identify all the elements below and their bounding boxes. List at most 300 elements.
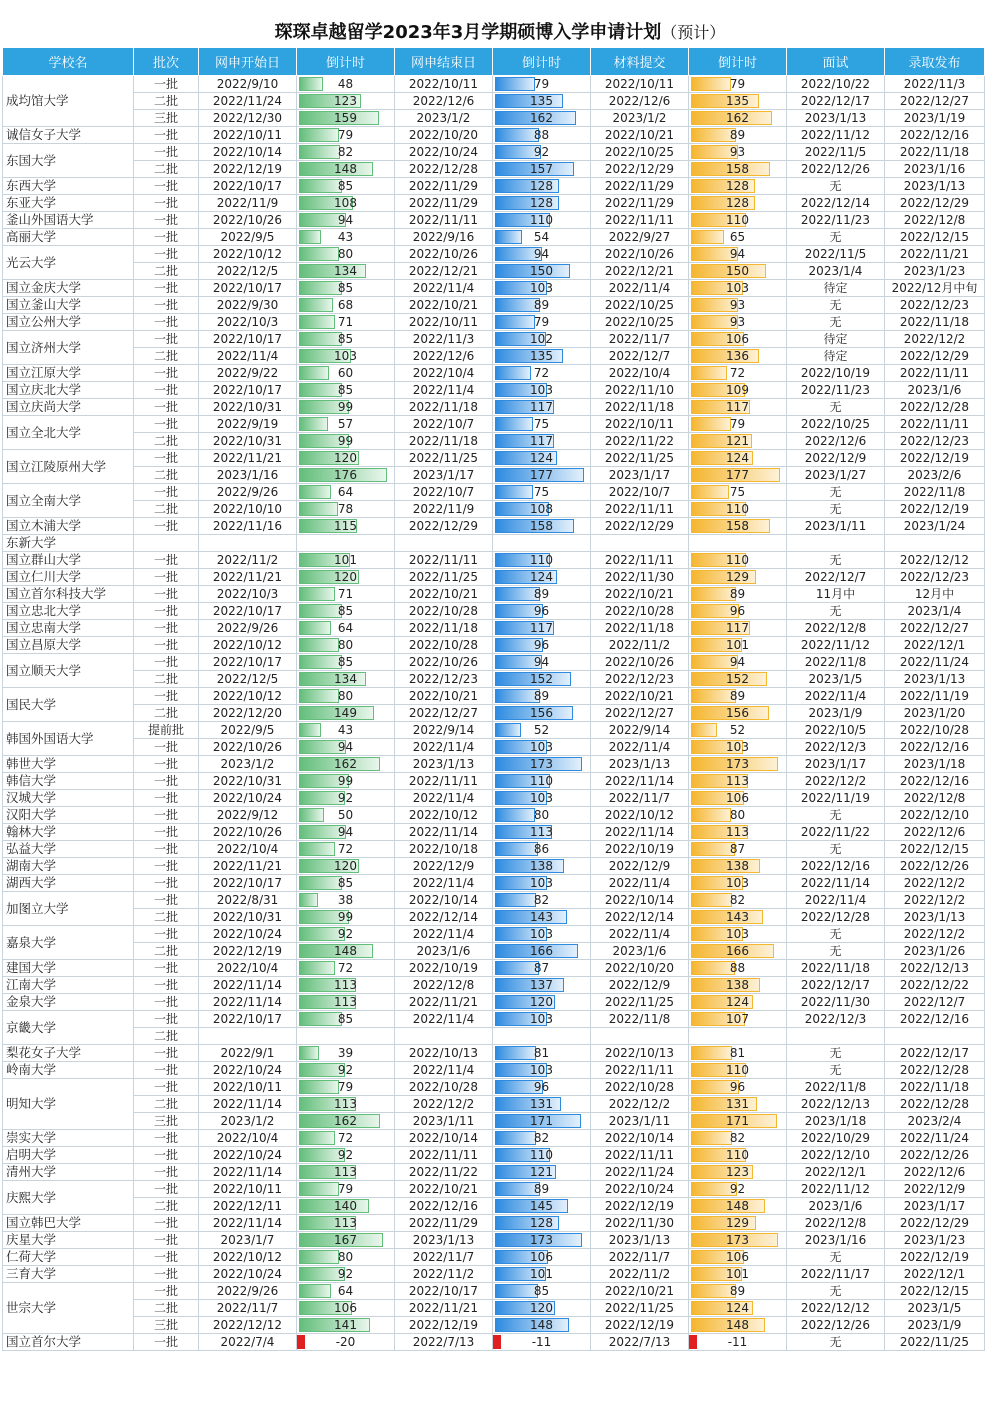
start-cell: 2023/1/2	[199, 1113, 297, 1130]
countdown-value: 72	[337, 961, 354, 975]
school-name: 光云大学	[3, 246, 134, 280]
batch-cell: 一批	[134, 1215, 199, 1232]
countdown-bar	[299, 808, 324, 822]
countdown-cell	[493, 1096, 591, 1113]
countdown-cell	[493, 1198, 591, 1215]
countdown-cell	[689, 1096, 787, 1113]
table-row	[3, 1079, 985, 1096]
countdown-cell	[297, 246, 395, 263]
countdown-value: 93	[729, 315, 746, 329]
batch-cell: 二批	[134, 501, 199, 518]
countdown-cell	[689, 875, 787, 892]
interview-cell: 2022/12/12	[787, 1300, 885, 1317]
school-name: 启明大学	[3, 1147, 134, 1164]
countdown-value: 89	[533, 298, 550, 312]
start-cell: 2022/11/9	[199, 195, 297, 212]
interview-cell: 2022/11/30	[787, 994, 885, 1011]
countdown-cell	[297, 127, 395, 144]
interview-cell: 2022/12/7	[787, 569, 885, 586]
countdown-value: 176	[334, 468, 357, 482]
countdown-value: 52	[729, 723, 746, 737]
materials-cell: 2022/12/19	[591, 1317, 689, 1334]
countdown-cell	[493, 1232, 591, 1249]
end-cell: 2022/12/2	[395, 1096, 493, 1113]
countdown-cell	[297, 76, 395, 93]
admission-cell: 2022/12/2	[885, 926, 985, 943]
materials-cell: 2022/12/2	[591, 1096, 689, 1113]
start-cell: 2022/10/24	[199, 1147, 297, 1164]
start-cell: 2022/10/4	[199, 841, 297, 858]
countdown-value: 145	[530, 1199, 553, 1213]
countdown-bar	[299, 1131, 335, 1145]
start-cell: 2022/10/12	[199, 688, 297, 705]
end-cell: 2022/11/11	[395, 773, 493, 790]
interview-cell: 2022/12/8	[787, 1215, 885, 1232]
countdown-value: 89	[729, 587, 746, 601]
countdown-cell	[493, 1215, 591, 1232]
countdown-value: 94	[337, 213, 354, 227]
countdown-value: 96	[729, 1080, 746, 1094]
countdown-cell	[689, 1198, 787, 1215]
school-name: 国立昌原大学	[3, 637, 134, 654]
countdown-cell	[297, 1283, 395, 1300]
start-cell: 2022/12/30	[199, 110, 297, 127]
countdown-value: 92	[337, 1267, 354, 1281]
countdown-cell	[297, 671, 395, 688]
table-row	[3, 1334, 985, 1351]
countdown-value: -20	[335, 1335, 356, 1349]
batch-cell: 一批	[134, 1181, 199, 1198]
materials-cell: 2022/10/24	[591, 1181, 689, 1198]
countdown-value: 110	[530, 774, 553, 788]
countdown-value: 152	[530, 672, 553, 686]
start-cell: 2022/10/17	[199, 280, 297, 297]
countdown-value: 148	[334, 162, 357, 176]
countdown-cell	[493, 926, 591, 943]
countdown-cell	[689, 841, 787, 858]
countdown-value: 106	[726, 1250, 749, 1264]
countdown-value: 113	[530, 825, 553, 839]
countdown-bar	[691, 893, 732, 907]
countdown-value: 60	[337, 366, 354, 380]
countdown-cell	[689, 1011, 787, 1028]
countdown-cell	[493, 1283, 591, 1300]
countdown-cell	[689, 586, 787, 603]
start-cell: 2022/11/24	[199, 93, 297, 110]
materials-cell: 2022/10/13	[591, 1045, 689, 1062]
countdown-cell	[689, 1113, 787, 1130]
admission-cell: 2022/12/13	[885, 960, 985, 977]
countdown-value: 81	[729, 1046, 746, 1060]
start-cell: 2022/10/17	[199, 654, 297, 671]
countdown-bar	[299, 383, 342, 397]
table-row	[3, 382, 985, 399]
interview-cell: 2022/10/5	[787, 722, 885, 739]
countdown-cell	[493, 1164, 591, 1181]
countdown-cell	[689, 1232, 787, 1249]
countdown-bar	[299, 247, 339, 261]
materials-cell: 2022/10/26	[591, 654, 689, 671]
materials-cell: 2023/1/6	[591, 943, 689, 960]
batch-cell: 一批	[134, 1266, 199, 1283]
countdown-cell	[493, 773, 591, 790]
countdown-bar	[299, 1080, 339, 1094]
end-cell: 2022/10/7	[395, 416, 493, 433]
materials-cell: 2022/11/18	[591, 399, 689, 416]
table-row	[3, 365, 985, 382]
table-row	[3, 1011, 985, 1028]
countdown-cell	[493, 535, 591, 552]
batch-cell: 二批	[134, 348, 199, 365]
interview-cell: 2023/1/4	[787, 263, 885, 280]
end-cell: 2022/11/4	[395, 382, 493, 399]
start-cell: 2022/11/21	[199, 569, 297, 586]
start-cell: 2022/9/5	[199, 229, 297, 246]
interview-cell: 2023/1/17	[787, 756, 885, 773]
countdown-bar	[691, 77, 731, 91]
school-name: 国立木浦大学	[3, 518, 134, 535]
countdown-value: 92	[337, 927, 354, 941]
table-row	[3, 229, 985, 246]
batch-cell: 一批	[134, 280, 199, 297]
countdown-value: 85	[337, 332, 354, 346]
interview-cell: 2023/1/13	[787, 110, 885, 127]
countdown-cell	[493, 127, 591, 144]
interview-cell: 待定	[787, 348, 885, 365]
countdown-value: 103	[530, 383, 553, 397]
school-name: 国立庆尚大学	[3, 399, 134, 416]
countdown-value: 124	[530, 451, 553, 465]
school-name: 汉城大学	[3, 790, 134, 807]
table-row	[3, 569, 985, 586]
countdown-value: 173	[530, 757, 553, 771]
table-row	[3, 1164, 985, 1181]
countdown-cell	[493, 297, 591, 314]
batch-cell: 二批	[134, 263, 199, 280]
materials-cell: 2022/7/13	[591, 1334, 689, 1351]
countdown-cell	[689, 722, 787, 739]
countdown-bar	[691, 961, 735, 975]
batch-cell: 三批	[134, 110, 199, 127]
end-cell: 2022/11/4	[395, 875, 493, 892]
admission-cell: 2022/12/26	[885, 1147, 985, 1164]
batch-cell: 一批	[134, 637, 199, 654]
table-row	[3, 263, 985, 280]
countdown-cell	[297, 229, 395, 246]
countdown-cell	[493, 586, 591, 603]
countdown-cell	[689, 739, 787, 756]
end-cell: 2022/10/28	[395, 1079, 493, 1096]
interview-cell: 2022/11/5	[787, 246, 885, 263]
batch-cell: 一批	[134, 246, 199, 263]
batch-cell: 一批	[134, 858, 199, 875]
end-cell: 2022/10/21	[395, 586, 493, 603]
countdown-cell	[297, 1181, 395, 1198]
table-row	[3, 1232, 985, 1249]
admission-cell: 2022/12/9	[885, 1181, 985, 1198]
countdown-cell	[297, 1215, 395, 1232]
countdown-value: 79	[533, 315, 550, 329]
materials-cell: 2022/10/25	[591, 314, 689, 331]
countdown-value: 110	[530, 553, 553, 567]
countdown-value: 158	[726, 162, 749, 176]
table-row	[3, 790, 985, 807]
school-name: 清州大学	[3, 1164, 134, 1181]
interview-cell: 2022/11/4	[787, 892, 885, 909]
countdown-value: 92	[729, 1182, 746, 1196]
countdown-cell	[689, 450, 787, 467]
countdown-cell	[297, 144, 395, 161]
table-row	[3, 654, 985, 671]
table-row	[3, 1283, 985, 1300]
interview-cell: 2023/1/6	[787, 1198, 885, 1215]
admission-cell: 2022/11/18	[885, 314, 985, 331]
countdown-value: 128	[726, 196, 749, 210]
countdown-bar	[495, 842, 538, 856]
countdown-cell	[493, 331, 591, 348]
interview-cell: 无	[787, 501, 885, 518]
table-row	[3, 144, 985, 161]
table-row	[3, 314, 985, 331]
countdown-cell	[689, 824, 787, 841]
batch-cell: 一批	[134, 977, 199, 994]
table-row	[3, 688, 985, 705]
interview-cell: 2022/12/14	[787, 195, 885, 212]
countdown-value: 78	[337, 502, 354, 516]
countdown-cell	[297, 501, 395, 518]
countdown-cell	[689, 501, 787, 518]
table-row	[3, 195, 985, 212]
countdown-cell	[493, 416, 591, 433]
table-row	[3, 552, 985, 569]
countdown-cell	[297, 1198, 395, 1215]
start-cell	[199, 1028, 297, 1045]
countdown-value: 103	[530, 927, 553, 941]
end-cell	[395, 1028, 493, 1045]
countdown-value: 89	[533, 1182, 550, 1196]
table-row	[3, 467, 985, 484]
start-cell: 2022/10/26	[199, 212, 297, 229]
countdown-bar	[495, 961, 539, 975]
countdown-cell	[493, 552, 591, 569]
countdown-cell	[297, 1266, 395, 1283]
countdown-bar	[495, 417, 533, 431]
school-name: 金泉大学	[3, 994, 134, 1011]
school-name: 庆熙大学	[3, 1181, 134, 1215]
countdown-cell	[297, 586, 395, 603]
school-name: 国立首尔大学	[3, 1334, 134, 1351]
countdown-value: 109	[726, 383, 749, 397]
admission-cell: 2023/1/20	[885, 705, 985, 722]
countdown-cell	[689, 467, 787, 484]
countdown-bar	[299, 298, 333, 312]
countdown-cell	[493, 178, 591, 195]
countdown-cell	[689, 263, 787, 280]
countdown-cell	[297, 722, 395, 739]
end-cell: 2022/10/28	[395, 603, 493, 620]
countdown-value: 124	[726, 451, 749, 465]
countdown-value: 85	[337, 655, 354, 669]
school-name: 嘉泉大学	[3, 926, 134, 960]
countdown-bar	[299, 893, 318, 907]
countdown-value: 92	[337, 791, 354, 805]
countdown-cell	[297, 773, 395, 790]
countdown-cell	[297, 824, 395, 841]
interview-cell: 2022/11/17	[787, 1266, 885, 1283]
countdown-cell	[297, 705, 395, 722]
countdown-bar	[299, 842, 335, 856]
table-row	[3, 1300, 985, 1317]
start-cell: 2022/10/17	[199, 382, 297, 399]
countdown-bar	[691, 842, 735, 856]
countdown-value: 64	[337, 485, 354, 499]
countdown-value: 89	[533, 587, 550, 601]
countdown-value: 117	[530, 621, 553, 635]
countdown-value: 48	[337, 77, 354, 91]
end-cell: 2023/1/13	[395, 1232, 493, 1249]
interview-cell: 无	[787, 1249, 885, 1266]
end-cell: 2022/12/29	[395, 518, 493, 535]
countdown-bar	[299, 502, 338, 516]
countdown-bar	[495, 1284, 538, 1298]
end-cell: 2022/11/4	[395, 739, 493, 756]
table-row	[3, 960, 985, 977]
countdown-bar	[691, 808, 731, 822]
countdown-value: 162	[726, 111, 749, 125]
interview-cell: 2022/12/13	[787, 1096, 885, 1113]
countdown-cell	[493, 484, 591, 501]
countdown-cell	[689, 960, 787, 977]
countdown-cell	[297, 178, 395, 195]
batch-cell: 一批	[134, 875, 199, 892]
countdown-cell	[689, 705, 787, 722]
start-cell: 2022/10/12	[199, 246, 297, 263]
countdown-value: 113	[334, 995, 357, 1009]
countdown-cell	[297, 433, 395, 450]
admission-cell: 2023/1/23	[885, 1232, 985, 1249]
countdown-cell	[493, 195, 591, 212]
start-cell: 2022/10/17	[199, 178, 297, 195]
countdown-cell	[689, 1028, 787, 1045]
admission-cell: 2022/11/11	[885, 416, 985, 433]
countdown-cell	[493, 1062, 591, 1079]
admission-cell: 2022/12/2	[885, 892, 985, 909]
start-cell: 2022/9/1	[199, 1045, 297, 1062]
interview-cell: 无	[787, 178, 885, 195]
countdown-cell	[493, 433, 591, 450]
countdown-cell	[493, 348, 591, 365]
countdown-cell	[689, 229, 787, 246]
countdown-cell	[689, 382, 787, 399]
countdown-value: 94	[337, 740, 354, 754]
start-cell: 2022/9/10	[199, 76, 297, 93]
countdown-cell	[297, 195, 395, 212]
end-cell: 2022/10/21	[395, 297, 493, 314]
end-cell: 2023/1/13	[395, 756, 493, 773]
countdown-bar	[495, 366, 531, 380]
interview-cell: 无	[787, 807, 885, 824]
materials-cell: 2022/11/18	[591, 620, 689, 637]
start-cell: 2022/8/31	[199, 892, 297, 909]
school-name: 国立仁川大学	[3, 569, 134, 586]
countdown-value: 72	[533, 366, 550, 380]
batch-cell: 提前批	[134, 722, 199, 739]
admission-cell: 2023/1/17	[885, 1198, 985, 1215]
batch-cell: 二批	[134, 1198, 199, 1215]
school-name: 加图立大学	[3, 892, 134, 926]
table-row	[3, 212, 985, 229]
countdown-cell	[493, 841, 591, 858]
countdown-value: 92	[337, 1063, 354, 1077]
countdown-cell	[689, 1334, 787, 1351]
header-apply-end: 网申结束日	[395, 48, 493, 76]
school-name: 东新大学	[3, 535, 134, 552]
countdown-cell	[689, 773, 787, 790]
countdown-cell	[297, 535, 395, 552]
materials-cell: 2022/10/19	[591, 841, 689, 858]
header-admission: 录取发布	[885, 48, 985, 76]
batch-cell: 三批	[134, 1113, 199, 1130]
batch-cell: 二批	[134, 1300, 199, 1317]
countdown-value: 103	[530, 281, 553, 295]
countdown-cell	[493, 212, 591, 229]
countdown-bar	[299, 417, 328, 431]
start-cell: 2023/1/7	[199, 1232, 297, 1249]
table-row	[3, 331, 985, 348]
countdown-cell	[297, 450, 395, 467]
start-cell: 2022/10/31	[199, 399, 297, 416]
countdown-value: 173	[726, 1233, 749, 1247]
materials-cell: 2022/11/11	[591, 212, 689, 229]
countdown-cell	[297, 858, 395, 875]
countdown-value: 159	[334, 111, 357, 125]
batch-cell: 一批	[134, 484, 199, 501]
interview-cell: 2022/12/1	[787, 1164, 885, 1181]
countdown-cell	[493, 399, 591, 416]
countdown-cell	[689, 1130, 787, 1147]
materials-cell: 2022/12/29	[591, 518, 689, 535]
countdown-cell	[297, 1249, 395, 1266]
batch-cell: 一批	[134, 1334, 199, 1351]
countdown-cell	[297, 688, 395, 705]
batch-cell: 二批	[134, 161, 199, 178]
end-cell: 2022/10/21	[395, 1181, 493, 1198]
countdown-cell	[493, 943, 591, 960]
materials-cell: 2022/11/24	[591, 1164, 689, 1181]
materials-cell: 2022/11/7	[591, 790, 689, 807]
countdown-cell	[297, 1164, 395, 1181]
admission-cell: 2022/12/12	[885, 552, 985, 569]
end-cell: 2022/12/14	[395, 909, 493, 926]
start-cell: 2022/10/4	[199, 960, 297, 977]
school-name: 岭南大学	[3, 1062, 134, 1079]
countdown-value: 113	[334, 1165, 357, 1179]
materials-cell: 2022/10/28	[591, 603, 689, 620]
countdown-value: 85	[337, 604, 354, 618]
countdown-value: 141	[334, 1318, 357, 1332]
batch-cell: 一批	[134, 739, 199, 756]
countdown-value: 162	[334, 757, 357, 771]
countdown-cell	[493, 1113, 591, 1130]
admission-cell: 2022/11/25	[885, 1334, 985, 1351]
batch-cell: 一批	[134, 212, 199, 229]
table-row	[3, 280, 985, 297]
countdown-cell	[493, 1011, 591, 1028]
countdown-bar	[691, 485, 729, 499]
countdown-bar	[299, 77, 323, 91]
countdown-cell	[493, 467, 591, 484]
admission-cell: 2023/1/23	[885, 263, 985, 280]
